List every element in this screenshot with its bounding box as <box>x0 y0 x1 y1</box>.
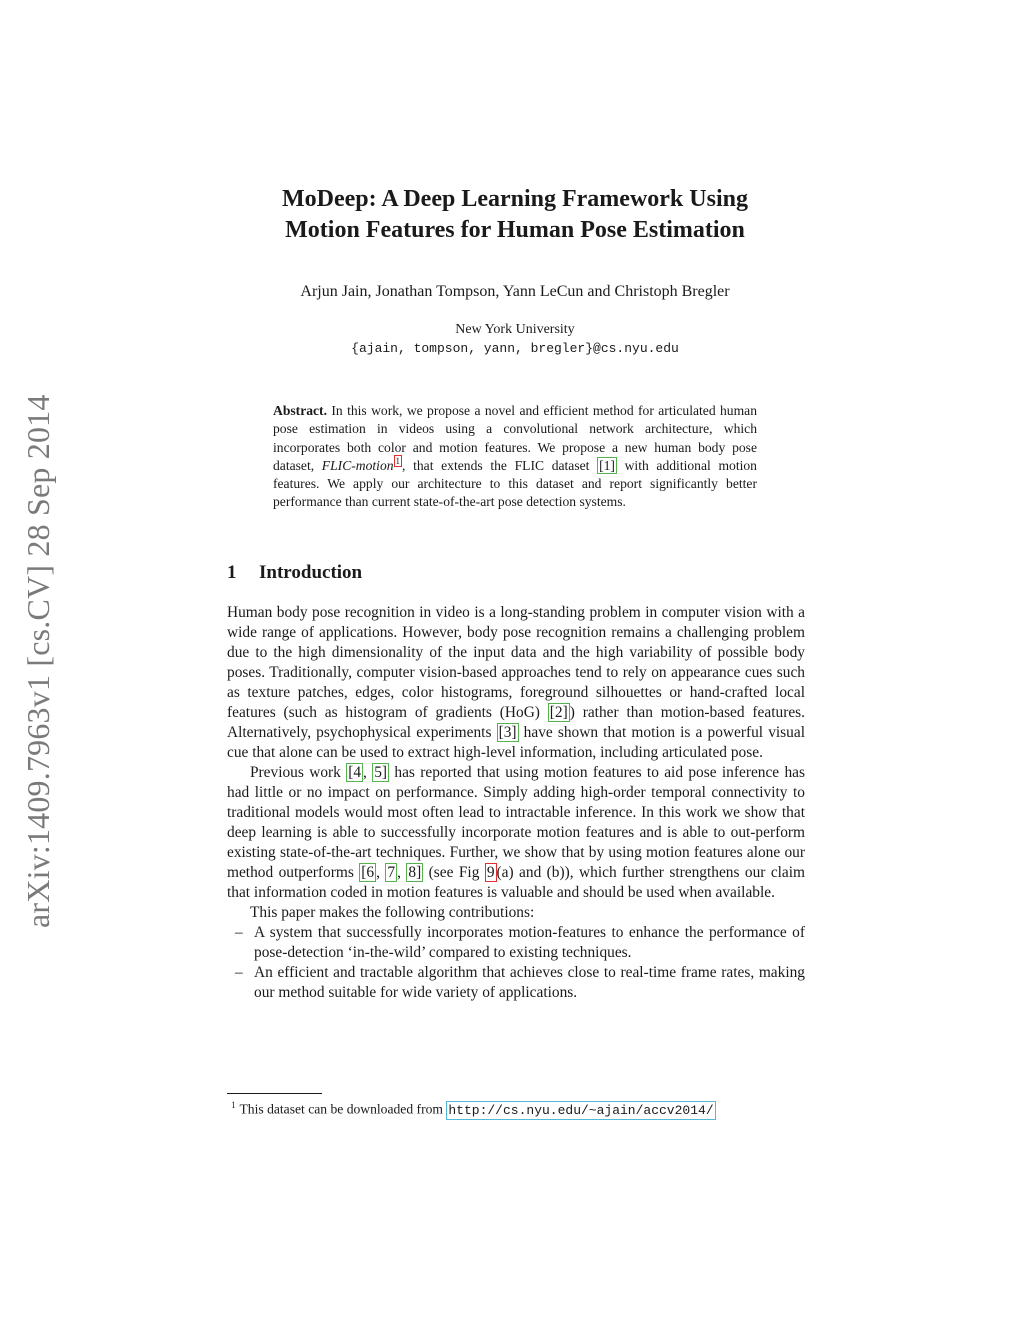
paragraph-1-text-c: have shown that motion is a powerful visual cue that alone can be used to extract high-level information, including articulated pose. <box>227 724 805 761</box>
list-dash: – <box>235 924 243 941</box>
paragraph-1-text-b: ) rather than motion-based features. Alternatively, psychophysical experiments <box>227 704 805 741</box>
paragraph-2-text-d: (a) and (b)), which further strengthens our claim that information coded in motion features is valuable and should be used when available. <box>227 864 806 901</box>
list-item <box>227 963 805 1003</box>
footnote-text: This dataset can be downloaded from <box>239 1101 443 1117</box>
contribution-text: An efficient and tractable algorithm that achieves close to real-time frame rates, making our method suitable for wide variety of applications. <box>254 964 805 1001</box>
citation-link-3[interactable]: [3] <box>498 724 517 741</box>
paragraph-3: This paper makes the following contributions: <box>250 904 535 921</box>
paper-title-line-2: Motion Features for Human Pose Estimation <box>285 217 745 243</box>
footnote-1 <box>227 1096 805 1120</box>
paragraph-1 <box>227 603 805 763</box>
section-number: 1 <box>227 562 237 583</box>
abstract <box>273 402 757 512</box>
abstract-text-2: , that extends the FLIC dataset <box>402 457 590 473</box>
paper-title <box>200 184 830 246</box>
footnote-link-1[interactable]: 1 <box>395 456 401 467</box>
abstract-text-1: In this work, we propose a novel and efficient method for articulated human pose estimation in videos using a convolutional network architecture, which incorporates both color and motion features. We propose a new human body pose dataset, <box>273 403 757 473</box>
paragraph-2 <box>227 763 805 903</box>
citation-link-1[interactable]: [1] <box>599 457 615 473</box>
paragraph-2-text-a: Previous work <box>250 764 341 781</box>
paragraph-2-text-b: has reported that using motion features to aid pose inference has had little or no impact on performance. Simply adding high-order temporal connectivity to traditional models would most often lead to intractable inference. In this work we show that deep learning is able to successfully incorporate motion features and is able to out-perform existing state-of-the-art techniques. Further, we show that by using motion features alone our method outperforms <box>227 764 805 881</box>
citation-separator: , <box>376 864 380 881</box>
citation-separator: , <box>397 864 401 881</box>
citation-link-8[interactable]: 8] <box>408 864 422 881</box>
footnote-mark: 1 <box>231 1100 236 1110</box>
citation-separator: , <box>363 764 367 781</box>
section-heading-introduction <box>227 562 362 584</box>
dataset-name: FLIC-motion <box>321 457 394 473</box>
contribution-text: A system that successfully incorporates motion-features to enhance the performance of pose-detection ‘in-the-wild’ compared to existing techniques. <box>254 924 805 961</box>
section-title: Introduction <box>259 562 363 583</box>
arxiv-identifier-stamp: arXiv:1409.7963v1 [cs.CV] 28 Sep 2014 <box>20 394 56 928</box>
abstract-label: Abstract. <box>273 403 327 418</box>
author-list: Arjun Jain, Jonathan Tompson, Yann LeCun and Christoph Bregler <box>300 283 730 300</box>
list-item <box>227 923 805 963</box>
citation-link-5[interactable]: 5] <box>374 764 388 781</box>
paper-title-line-1: MoDeep: A Deep Learning Framework Using <box>282 186 748 212</box>
institution: New York University <box>455 322 575 337</box>
citation-link-6[interactable]: [6 <box>361 864 375 881</box>
figure-link-9[interactable]: 9 <box>486 864 495 881</box>
paragraph-2-text-c: (see Fig <box>428 864 480 881</box>
citation-link-2[interactable]: [2] <box>549 704 568 721</box>
citation-link-7[interactable]: 7 <box>387 864 396 881</box>
citation-link-4[interactable]: [4 <box>348 764 362 781</box>
dataset-url-link[interactable]: http://cs.nyu.edu/~ajain/accv2014/ <box>448 1102 714 1118</box>
contributions-list <box>227 923 805 1003</box>
author-emails: {ajain, tompson, yann, bregler}@cs.nyu.edu <box>351 341 679 356</box>
introduction-body <box>227 603 805 1003</box>
footnote-divider <box>227 1093 322 1094</box>
affiliation-block <box>200 320 830 358</box>
paragraph-1-text-a: Human body pose recognition in video is a long-standing problem in computer vision with a wide range of applications. However, body pose recognition remains a challenging problem due to the high dimensionality of the input data and the high variability of possible body poses. Traditionally, computer vision-based approaches tend to rely on appearance cues such as texture patches, edges, color histograms, foreground silhouettes or hand-crafted local features (such as histogram of gradients (HoG) <box>227 604 805 721</box>
abstract-text-3: with additional motion features. We apply our architecture to this dataset and report significantly better performance than current state-of-the-art pose detection systems. <box>273 457 757 510</box>
list-dash: – <box>235 964 243 981</box>
